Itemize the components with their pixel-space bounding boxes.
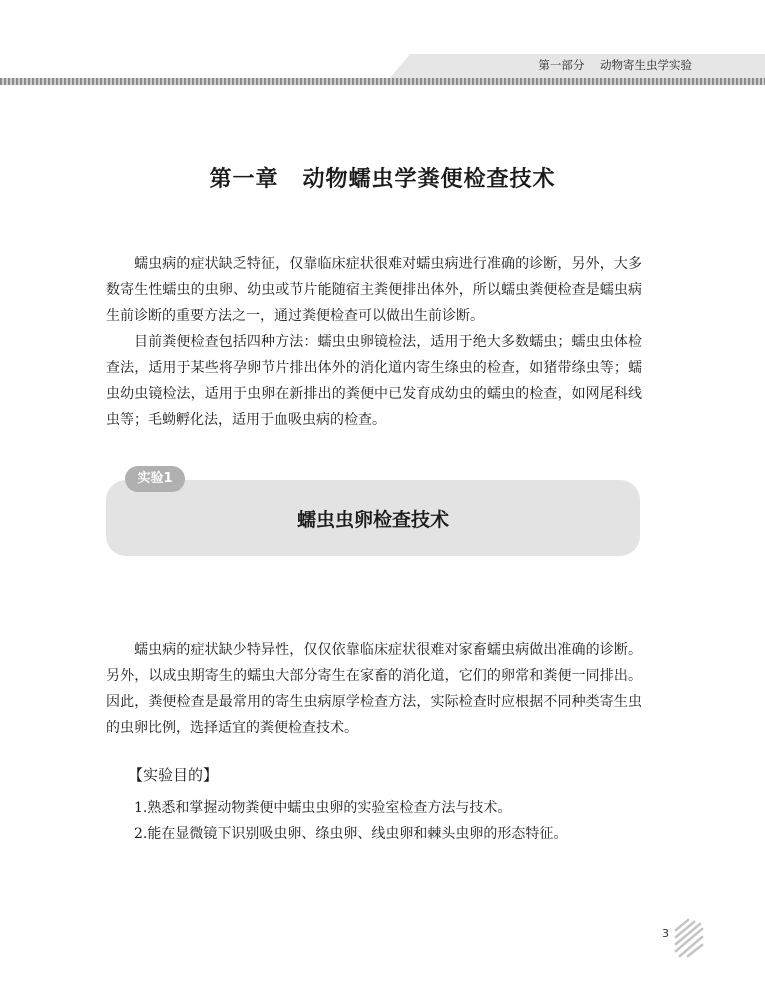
intro-paragraph: 蠕虫病的症状缺乏特征，仅靠临床症状很难对蠕虫病进行准确的诊断，另外，大多数寄生性蠕虫的虫卵、幼虫或节片能随宿主粪便排出体外，所以蠕虫粪便检查是蠕虫病生前诊断的重要方法之一，通过粪便检查可以做出生前诊断。 <box>106 256 642 324</box>
objective-item: 2.能在显微镜下识别吸虫卵、绦虫卵、线虫卵和棘头虫卵的形态特征。 <box>134 826 568 842</box>
header-rule <box>0 78 765 85</box>
running-header <box>526 57 692 73</box>
header-part: 第一部分 <box>538 58 585 72</box>
intro-text <box>106 251 642 433</box>
chapter-name: 动物蠕虫学粪便检查技术 <box>302 166 556 192</box>
experiment-badge: 实验1 <box>125 466 185 492</box>
experiment-title: 蠕虫虫卵检查技术 <box>296 509 449 531</box>
header-subject: 动物寄生虫学实验 <box>600 58 692 72</box>
experiment-text <box>106 637 642 741</box>
intro-paragraph: 目前粪便检查包括四种方法：蠕虫虫卵镜检法，适用于绝大多数蠕虫；蠕虫虫体检查法，适用于某些将孕卵节片排出体外的消化道内寄生绦虫的检查，如猪带绦虫等；蠕虫幼虫镜检法，适用于虫卵在新排出的粪便中已发育成幼虫的蠕虫的检查，如网尾科线虫等；毛蚴孵化法，适用于血吸虫病的检查。 <box>106 334 642 428</box>
page-number: 3 <box>662 927 669 940</box>
page-corner-stripes-icon <box>674 918 704 958</box>
experiment-paragraph: 蠕虫病的症状缺少特异性，仅仅依靠临床症状很难对家畜蠕虫病做出准确的诊断。另外，以成虫期寄生的蠕虫大部分寄生在家畜的消化道，它们的卵常和粪便一同排出。因此，粪便检查是最常用的寄生虫病原学检查方法，实际检查时应根据不同种类寄生虫的虫卵比例，选择适宜的粪便检查技术。 <box>106 642 642 736</box>
objectives-heading: 【实验目的】 <box>128 766 219 784</box>
chapter-title <box>0 162 765 193</box>
chapter-number: 第一章 <box>209 166 279 192</box>
objective-item: 1.熟悉和掌握动物粪便中蠕虫虫卵的实验室检查方法与技术。 <box>134 800 512 816</box>
